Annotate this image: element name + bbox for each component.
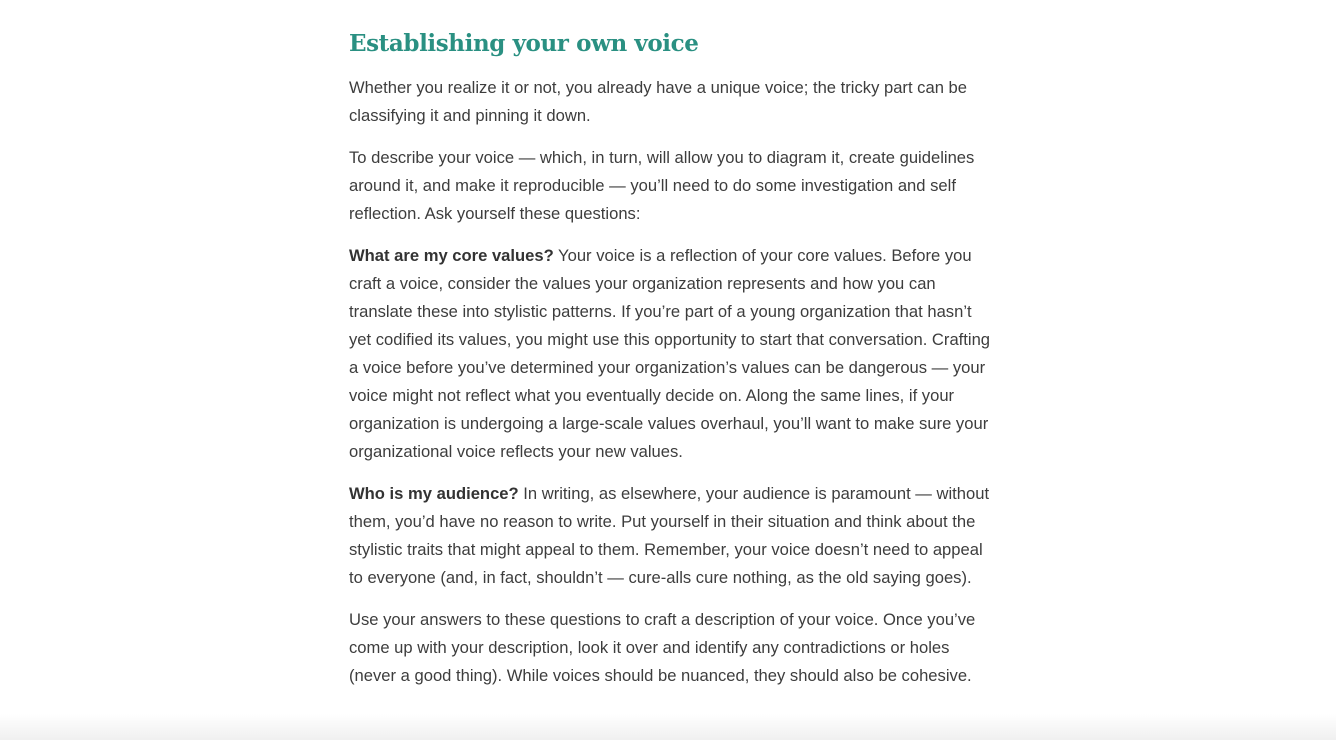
paragraph-describe-voice	[349, 144, 995, 228]
paragraph-audience	[349, 480, 995, 592]
paragraph-text: Use your answers to these questions to craft a description of your voice. Once you’ve come up with your description, look it over and identify any contradictions or holes (never a good thing). While voices should be nuanced, they should also be cohesive.	[349, 610, 976, 685]
paragraph-text: To describe your voice — which, in turn, will allow you to diagram it, create guidelines around it, and make it reproducible — you’ll need to do some investigation and self reflection. Ask yourself these questions:	[349, 148, 975, 223]
paragraph-text: Whether you realize it or not, you already have a unique voice; the tricky part can be classifying it and pinning it down.	[349, 78, 967, 125]
paragraph-conclusion	[349, 606, 995, 690]
paragraph-lead: Who is my audience?	[349, 484, 519, 503]
paragraph-text: Your voice is a reflection of your core values. Before you craft a voice, consider the values your organization represents and how you can translate these into stylistic patterns. If you’re part of a young organization that hasn’t yet codified its values, you might use this opportunity to start that conversation. Crafting a voice before you’ve determined your organization’s values can be dangerous — your voice might not reflect what you eventually decide on. Along the same lines, if your organization is undergoing a large-scale values overhaul, you’ll want to make sure your organizational voice reflects your new values.	[349, 246, 991, 461]
article	[349, 26, 995, 704]
paragraph-lead: What are my core values?	[349, 246, 554, 265]
paragraph-core-values	[349, 242, 995, 466]
section-heading: Establishing your own voice	[349, 30, 699, 57]
bottom-fade	[0, 714, 1336, 740]
paragraph-text: In writing, as elsewhere, your audience is paramount — without them, you’d have no reason to write. Put yourself in their situation and think about the stylistic traits that might appeal to them. Remember, your voice doesn’t need to appeal to everyone (and, in fact, shouldn’t — cure-alls cure nothing, as the old saying goes).	[349, 484, 990, 587]
paragraph-intro	[349, 74, 995, 130]
